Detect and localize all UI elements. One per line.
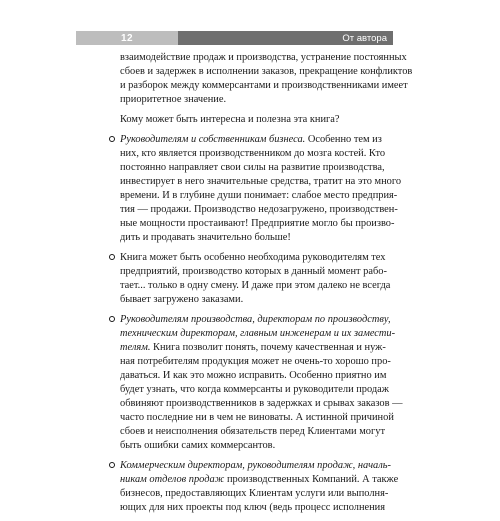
text-line bbox=[120, 487, 388, 501]
text-line bbox=[120, 217, 395, 231]
plain-text: тия — продажи. Производство недозагружено, производствен- bbox=[120, 204, 398, 215]
emphasis-text: телям. bbox=[120, 342, 151, 353]
circle-bullet-icon bbox=[109, 136, 115, 142]
plain-text: быть ошибки самих коммерсантов. bbox=[120, 440, 276, 451]
bullet-item bbox=[120, 251, 391, 307]
emphasis-text: Коммерческим директорам, руководителям продаж, началь- bbox=[120, 460, 391, 471]
text-line bbox=[120, 369, 388, 383]
text-line bbox=[120, 355, 391, 369]
plain-text: производственных Компаний. А также bbox=[224, 474, 399, 485]
section-question: Кому может быть интересна и полезна эта книга? bbox=[120, 114, 340, 125]
text-line bbox=[120, 293, 388, 307]
text-line bbox=[120, 341, 388, 355]
circle-bullet-icon bbox=[109, 316, 115, 322]
running-header bbox=[76, 31, 393, 45]
plain-text: обвиняют производственников в задержках и срывах заказов — bbox=[120, 398, 403, 409]
page-body bbox=[120, 51, 413, 521]
text-line: сбоев и задержек в исполнении заказов, прекращение конфликтов bbox=[120, 66, 413, 77]
plain-text: Книга может быть особенно необходима руководителям тех bbox=[120, 252, 386, 263]
text-line bbox=[120, 501, 388, 515]
plain-text: ные мощности простаивают! Предприятие могло бы произво- bbox=[120, 218, 395, 229]
text-line bbox=[120, 411, 394, 425]
text-line bbox=[120, 251, 388, 265]
plain-text: предприятий, производство которых в данный момент рабо- bbox=[120, 266, 387, 277]
text-line: и разборок между коммерсантами и производственниками имеет bbox=[120, 80, 408, 91]
circle-bullet-icon bbox=[109, 254, 115, 260]
bullet-item bbox=[120, 133, 402, 245]
plain-text: инвестирует в него значительные средства, тратит на это много bbox=[120, 176, 402, 187]
text-line bbox=[120, 175, 402, 189]
plain-text: времени. И в глубине души понимает: слабое место предприя- bbox=[120, 190, 398, 201]
text-line bbox=[120, 231, 388, 245]
emphasis-text: техническим директорам, главным инженерам и их замести- bbox=[120, 328, 396, 339]
page-number: 12 bbox=[76, 31, 178, 45]
text-line bbox=[120, 203, 398, 217]
section-title: От автора bbox=[178, 31, 393, 45]
text-line bbox=[120, 473, 399, 487]
text-line: приоритетное значение. bbox=[120, 94, 227, 105]
emphasis-text: Руководителям производства, директорам по производству, bbox=[120, 314, 391, 325]
plain-text: ная потребителям продукция может не очень-то хорошо про- bbox=[120, 356, 391, 367]
text-line bbox=[120, 327, 396, 341]
text-line: взаимодействие продаж и производства, устранение постоянных bbox=[120, 52, 407, 63]
text-line bbox=[120, 459, 391, 473]
plain-text: тает... только в одну смену. И даже при этом далеко не всегда bbox=[120, 280, 391, 291]
plain-text: дить и продавать значительно больше! bbox=[120, 232, 291, 243]
bullet-item bbox=[120, 459, 399, 515]
plain-text: Книга позволит понять, почему качественная и нуж- bbox=[150, 342, 386, 353]
text-line bbox=[120, 147, 388, 161]
emphasis-text: никам отделов продаж bbox=[120, 474, 225, 485]
intro-paragraph bbox=[120, 51, 413, 107]
bullet-item bbox=[120, 313, 403, 453]
text-line bbox=[120, 133, 388, 147]
plain-text: часто последние ни в чем не виноваты. А истинной причиной bbox=[120, 412, 394, 423]
emphasis-text: Руководителям и собственникам бизнеса. bbox=[120, 134, 306, 145]
circle-bullet-icon bbox=[109, 462, 115, 468]
plain-text: постоянно направляет свои силы на развитие производства, bbox=[120, 162, 385, 173]
plain-text: них, кто является производственником до мозга костей. Кто bbox=[120, 148, 386, 159]
plain-text: ющих для них проекты под ключ (ведь процесс исполнения bbox=[120, 502, 386, 513]
text-line bbox=[120, 189, 398, 203]
text-line bbox=[120, 279, 391, 293]
text-line bbox=[120, 425, 388, 439]
plain-text: будет узнать, что когда коммерсанты и руководители продаж bbox=[120, 384, 389, 395]
bullet-list bbox=[120, 133, 403, 515]
plain-text: сбоев и неисполнения обязательств перед Клиентами могут bbox=[120, 426, 385, 437]
plain-text: бывает загружено заказами. bbox=[120, 294, 244, 305]
plain-text: Особенно тем из bbox=[305, 134, 382, 145]
plain-text: бизнесов, предоставляющих Клиентам услуги или выполня- bbox=[120, 488, 389, 499]
text-line bbox=[120, 161, 388, 175]
plain-text: даваться. И как это можно исправить. Особенно приятно им bbox=[120, 370, 387, 381]
text-line bbox=[120, 397, 403, 411]
text-line bbox=[120, 265, 388, 279]
text-line bbox=[120, 439, 388, 453]
text-line bbox=[120, 383, 388, 397]
text-line bbox=[120, 313, 391, 327]
